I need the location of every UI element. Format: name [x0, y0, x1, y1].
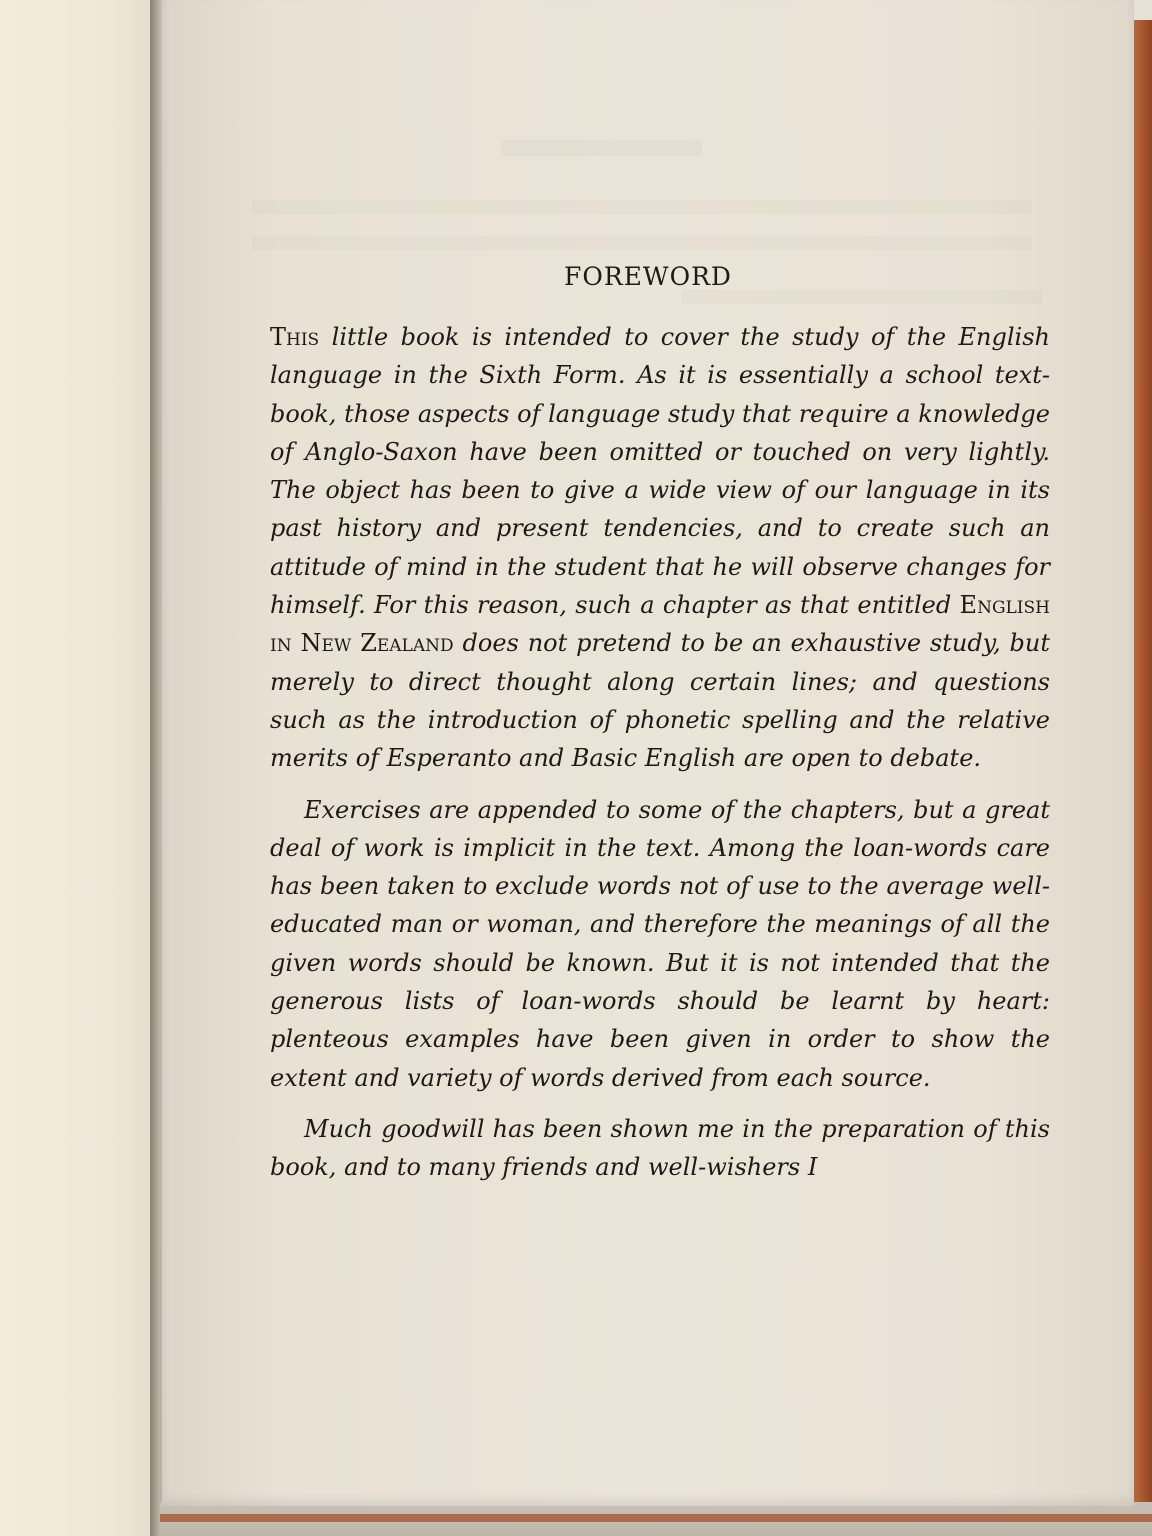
show-through-mark [252, 236, 1032, 250]
paragraph-3 [270, 1110, 1050, 1187]
italic-text: little book is intended to cover the study of the English language in the Sixth Form. As it is essentially a school text-book, those aspects of language study that require a knowledge of Anglo-Saxon have been omitted or touched on very lightly. The object has been to give a wide view of our language in its past history and present tendencies, and to create such an attitude of mind in the student that he will observe changes for himself. For this reason, such a chapter as that entitled [270, 323, 1050, 620]
show-through-mark [502, 140, 702, 156]
foreword-body [270, 318, 1050, 1200]
show-through-mark [252, 200, 1032, 214]
page-title: FOREWORD [564, 262, 732, 291]
paragraph-2 [270, 791, 1050, 1097]
left-facing-page [0, 0, 160, 1536]
show-through-mark [682, 290, 1042, 304]
small-caps-text: This [270, 323, 320, 351]
book-page [162, 0, 1134, 1506]
italic-text: does not pretend to be an exhaustive study, but merely to direct thought along certain lines; and questions such as the introduction of phonetic spelling and the relative merits of Esperanto and Basic English are open to debate. [270, 629, 1051, 773]
paragraph-1 [270, 318, 1050, 778]
cover-edge-red [1134, 20, 1152, 1536]
italic-text: Much goodwill has been shown me in the preparation of this book, and to many friends and well-wishers I [270, 1114, 1050, 1182]
cover-bottom-red-strip [160, 1514, 1152, 1522]
small-caps-text: English in New Zealand [270, 591, 1050, 658]
italic-text: Exercises are appended to some of the chapters, but a great deal of work is implicit in the text. Among the loan-words care has been taken to exclude words not of use to the average well-educated man or woman, and therefore the meanings of all the given words should be known. But it is not intended that the generous lists of loan-words should be learnt by heart: plenteous examples have been given in order to show the extent and variety of words derived from each source. [270, 795, 1050, 1092]
